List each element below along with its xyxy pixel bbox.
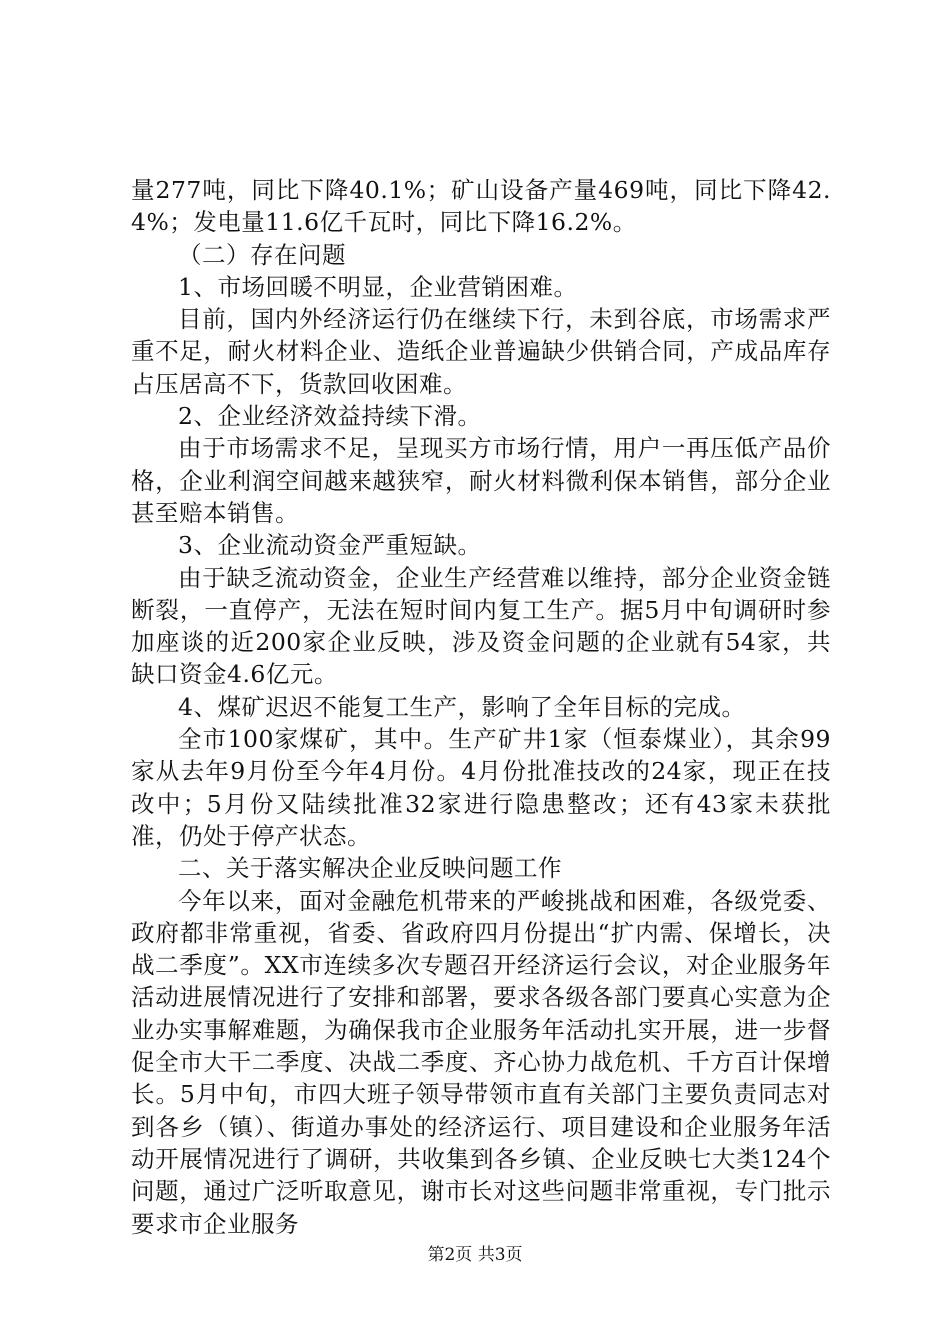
problem-detail-3: 由于缺乏流动资金，企业生产经营难以维持，部分企业资金链断裂，一直停产，无法在短时间内复工生产。据5月中旬调研时参加座谈的近200家企业反映，涉及资金问题的企业就有54家，共缺口资金4.6亿元。 — [131, 563, 831, 689]
problem-heading-1: 1、市场回暖不明显，企业营销困难。 — [178, 272, 578, 301]
paragraph-production-stats: 量277吨，同比下降40.1%；矿山设备产量469吨，同比下降42.4%；发电量11.6亿千瓦时，同比下降16.2%。 — [131, 176, 831, 237]
document-body — [131, 174, 831, 1240]
section-heading-existing-problems: （二）存在问题 — [178, 240, 346, 269]
problem-heading-4: 4、煤矿迟迟不能复工生产，影响了全年目标的完成。 — [178, 692, 746, 721]
page-number-footer: 第2页 共3页 — [427, 1245, 523, 1265]
problem-detail-4: 全市100家煤矿，其中。生产矿井1家（恒泰煤业），其余99家从去年9月份至今年4月份。4月份批准技改的24家，现正在技改中；5月份又陆续批准32家进行隐患整改；还有43家未获批准，仍处于停产状态。 — [131, 725, 831, 850]
problem-heading-3: 3、企业流动资金严重短缺。 — [178, 531, 482, 560]
problem-detail-1: 目前，国内外经济运行仍在继续下行，未到谷底，市场需求严重不足，耐火材料企业、造纸企业普遍缺少供销合同，产成品库存占压居高不下，货款回收困难。 — [131, 305, 831, 398]
section-heading-part-two: 二、关于落实解决企业反映问题工作 — [178, 854, 562, 883]
problem-heading-2: 2、企业经济效益持续下滑。 — [178, 402, 482, 431]
part-two-body: 今年以来，面对金融危机带来的严峻挑战和困难，各级党委、政府都非常重视，省委、省政府四月份提出“扩内需、保增长，决战二季度”。XX市连续多次专题召开经济运行会议，对企业服务年活动进展情况进行了安排和部署，要求各级各部门要真心实意为企业办实事解难题，为确保我市企业服务年活动扎实开展，进一步督促全市大干二季度、决战二季度、齐心协力战危机、千方百计保增长。5月中旬，市四大班子领导带领市直有关部门主要负责同志对到各乡（镇）、街道办事处的经济运行、项目建设和企业服务年活动开展情况进行了调研，共收集到各乡镇、企业反映七大类124个问题，通过广泛听取意见，谢市长对这些问题非常重视，专门批示要求市企业服务 — [131, 886, 831, 1238]
problem-detail-2: 由于市场需求不足，呈现买方市场行情，用户一再压低产品价格，企业利润空间越来越狭窄，耐火材料微利保本销售，部分企业甚至赔本销售。 — [131, 434, 831, 527]
